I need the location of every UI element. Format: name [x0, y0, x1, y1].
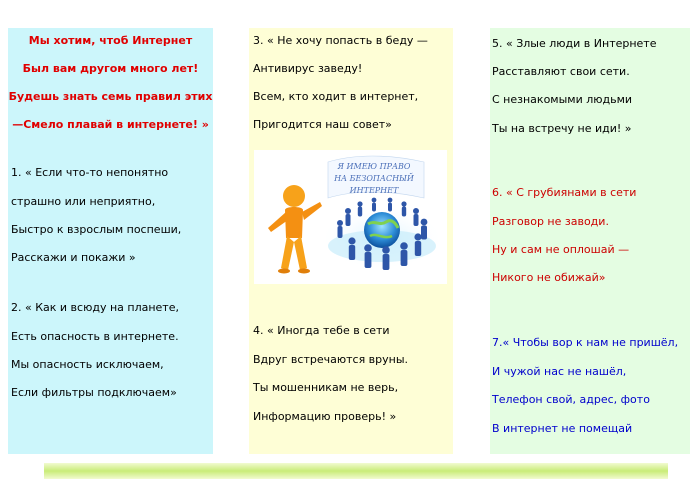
caption-line-3: ИНТЕРНЕТ	[349, 186, 399, 195]
rule4-line-3: Ты мошенникам не верь,	[253, 381, 399, 394]
rule5-line-3: С незнакомыми людьми	[492, 93, 633, 106]
rule2-line-3: Мы опасность исключаем,	[11, 358, 164, 371]
rule1-line-3: Быстро к взрослым поспеши,	[11, 223, 182, 236]
rule3-line-1: 3. « Не хочу попасть в беду —	[253, 34, 428, 47]
presenter-figure-icon	[268, 185, 322, 274]
column-rules-5-7	[490, 28, 690, 454]
rule1-line-2: страшно или неприятно,	[11, 195, 156, 208]
rule6-line-1: 6. « С грубиянами в сети	[492, 186, 637, 199]
rule1-line-4: Расскажи и покажи »	[11, 251, 136, 264]
caption-line-2: НА БЕЗОПАСНЫЙ	[334, 174, 414, 183]
rule5-line-4: Ты на встречу не иди! »	[492, 122, 632, 135]
rule4-line-4: Информацию проверь! »	[253, 410, 397, 423]
column-rules-1-2	[8, 28, 213, 454]
rule6-line-4: Никого не обижай»	[492, 271, 606, 284]
rule2-line-2: Есть опасность в интернете.	[11, 330, 179, 343]
rule2-line-1: 2. « Как и всюду на планете,	[11, 301, 179, 314]
rule3-line-4: Пригодится наш совет»	[253, 118, 392, 131]
rule7-line-4: В интернет не помещай	[492, 422, 633, 435]
intro-line-4: —Смело плавай в интернете! »	[12, 118, 209, 131]
intro-line-3: Будешь знать семь правил этих	[8, 90, 213, 103]
column-rules-3-4	[249, 28, 453, 454]
rule7-line-3: Телефон свой, адрес, фото	[492, 393, 650, 406]
rule4-line-2: Вдруг встречаются вруны.	[253, 353, 409, 366]
rule4-line-1: 4. « Иногда тебе в сети	[253, 324, 390, 337]
rule5-line-1: 5. « Злые люди в Интернете	[492, 37, 657, 50]
decorative-bottom-bar	[44, 463, 668, 479]
rule6-line-3: Ну и сам не оплошай —	[492, 243, 630, 256]
rule1-line-1: 1. « Если что-то непонятно	[11, 166, 169, 179]
rule3-line-2: Антивирус заведу!	[253, 62, 363, 75]
safe-internet-illustration	[254, 150, 447, 284]
rule7-line-2: И чужой нас не нашёл,	[492, 365, 627, 378]
rule6-line-2: Разговор не заводи.	[492, 215, 609, 228]
intro-line-2: Был вам другом много лет!	[22, 62, 199, 75]
rule5-line-2: Расставляют свои сети.	[492, 65, 630, 78]
rule7-line-1: 7.« Чтобы вор к нам не пришёл,	[492, 336, 679, 349]
caption-line-1: Я ИМЕЮ ПРАВО	[337, 162, 411, 171]
globe-icon	[364, 212, 400, 248]
rule3-line-3: Всем, кто ходит в интернет,	[253, 90, 419, 103]
rule2-line-4: Если фильтры подключаем»	[11, 386, 177, 399]
intro-line-1: Мы хотим, чтоб Интернет	[28, 34, 193, 47]
